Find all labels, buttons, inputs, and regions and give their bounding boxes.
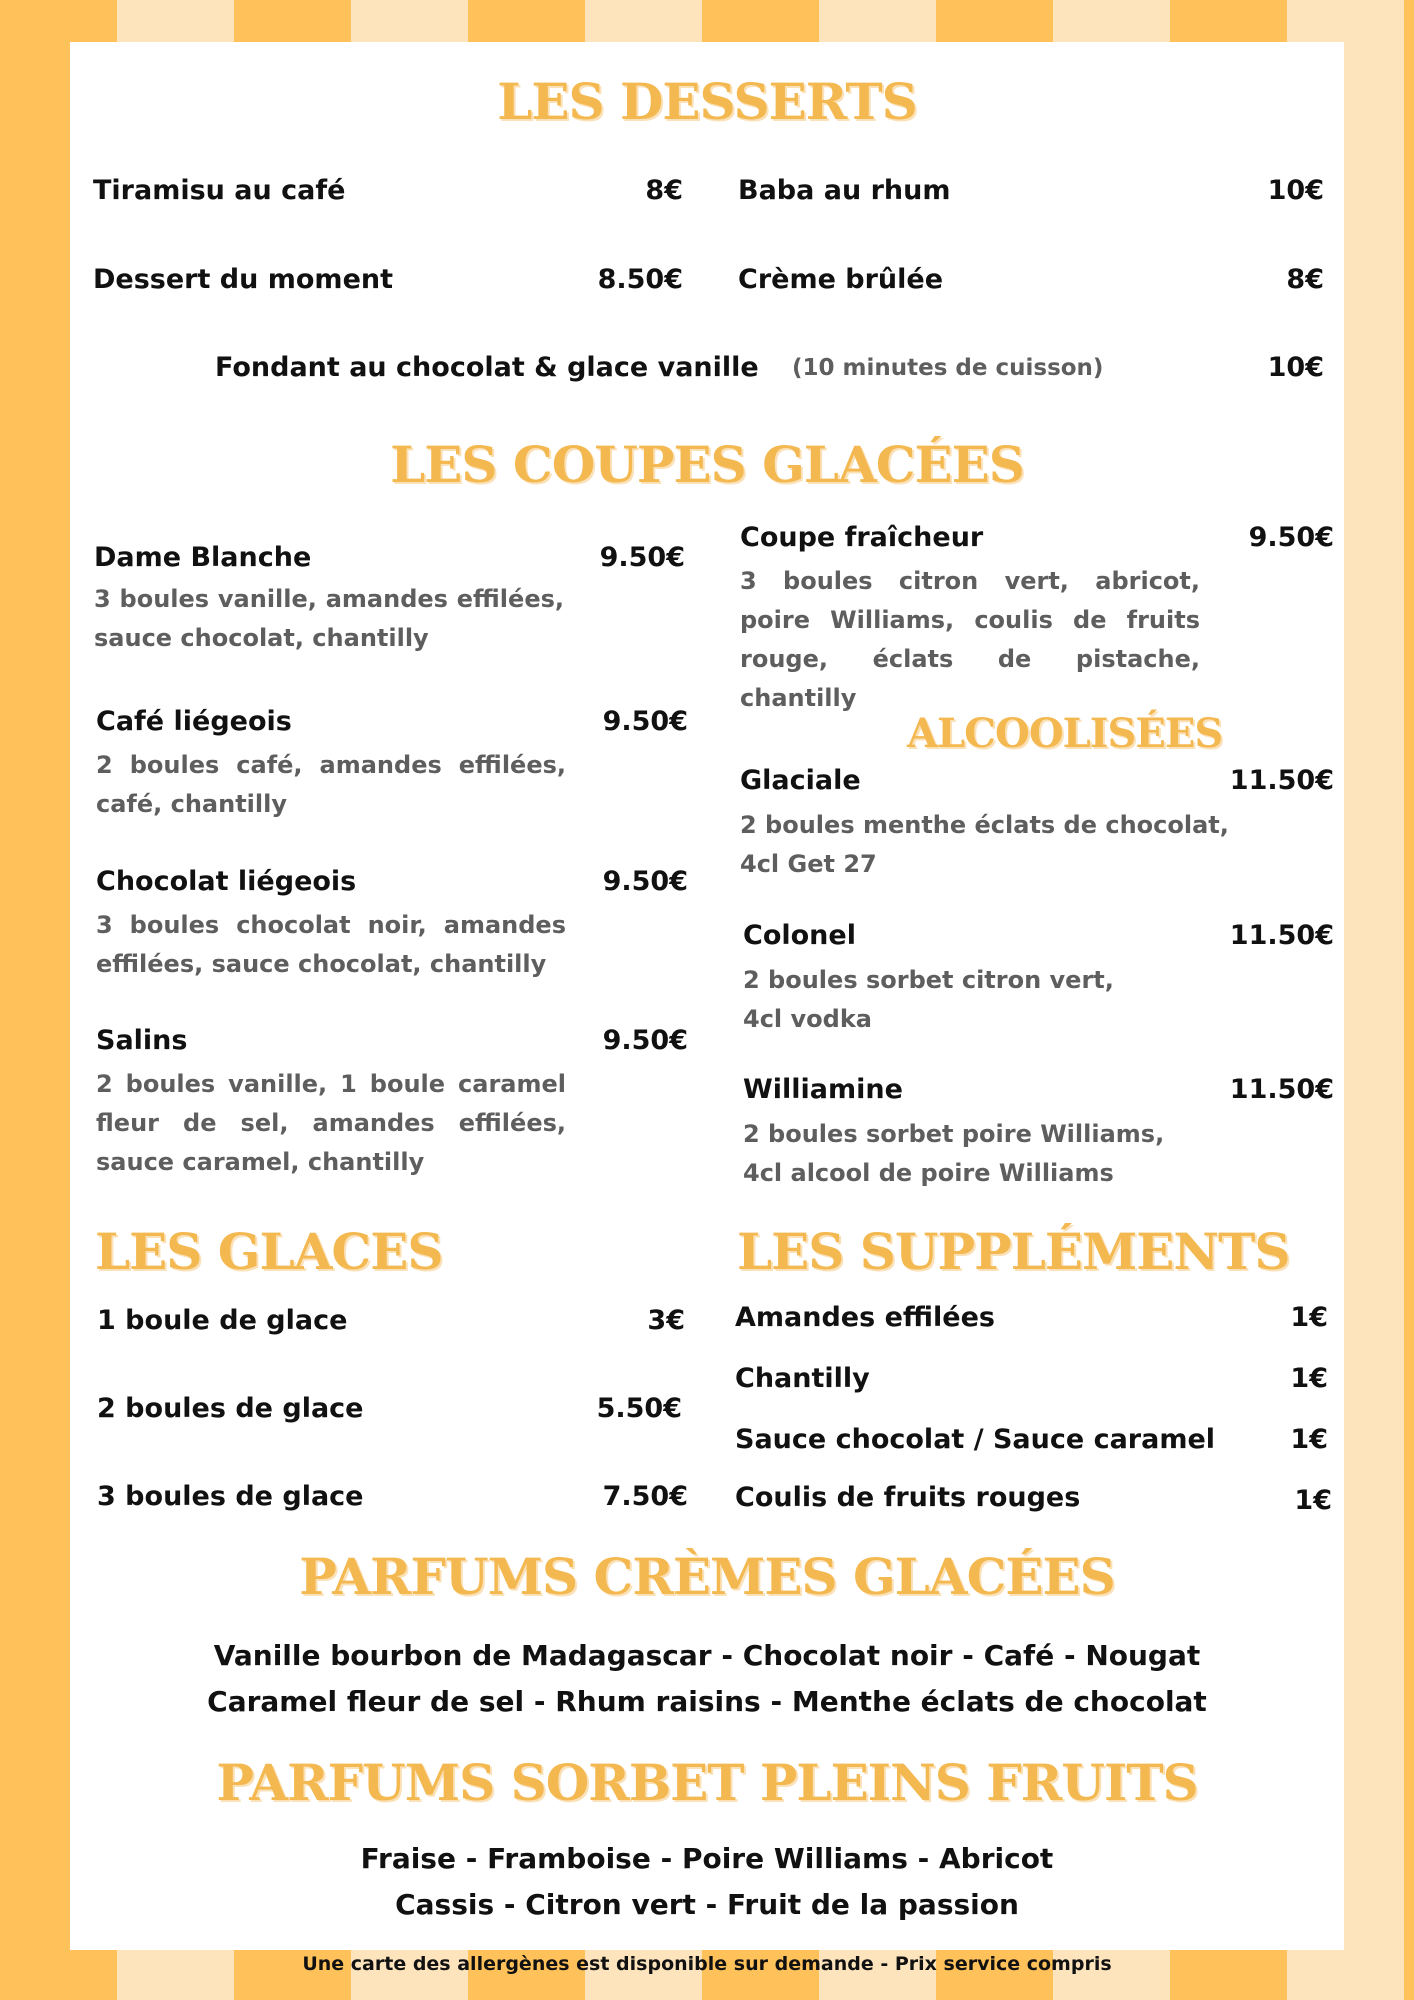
coupe-price: 9.50€ bbox=[599, 542, 685, 573]
dessert-price: 10€ bbox=[1267, 175, 1324, 206]
supplement-price: 1€ bbox=[1290, 1363, 1328, 1394]
supplements-title: LES SUPPLÉMENTS bbox=[737, 1222, 1290, 1281]
coupe-description: 2 boules café, amandes effilées, café, chantilly bbox=[96, 751, 566, 818]
glace-name: 2 boules de glace bbox=[97, 1393, 364, 1424]
footer-note: Une carte des allergènes est disponible sur demande - Prix service compris bbox=[302, 1953, 1112, 1975]
coupe-name: Dame Blanche bbox=[94, 542, 312, 573]
glace-price: 3€ bbox=[647, 1305, 685, 1336]
alcool-coupe-name: Colonel bbox=[743, 920, 856, 951]
glace-name: 3 boules de glace bbox=[97, 1481, 364, 1512]
sorbets-flavors-line: Fraise - Framboise - Poire Williams - Abricot bbox=[360, 1842, 1054, 1875]
coupe-description: 3 boules citron vert, abricot, poire Williams, coulis de fruits rouge, éclats de pistache, chantilly bbox=[740, 567, 1200, 712]
featured-dessert-price: 10€ bbox=[1267, 352, 1324, 383]
alcool-coupe-description: 2 boules menthe éclats de chocolat, 4cl Get 27 bbox=[740, 811, 1229, 878]
featured-dessert-name: Fondant au chocolat & glace vanille bbox=[215, 352, 759, 383]
coupe-name: Chocolat liégeois bbox=[96, 866, 357, 897]
sorbets-flavors-line: Cassis - Citron vert - Fruit de la passion bbox=[395, 1888, 1019, 1921]
supplement-name: Chantilly bbox=[735, 1363, 870, 1394]
supplement-price: 1€ bbox=[1294, 1485, 1332, 1516]
supplement-name: Coulis de fruits rouges bbox=[735, 1482, 1081, 1513]
coupe-name: Salins bbox=[96, 1025, 188, 1056]
alcool-subtitle: ALCOOLISÉES bbox=[907, 710, 1223, 757]
supplement-name: Amandes effilées bbox=[735, 1302, 995, 1333]
alcool-coupe-description: 4cl alcool de poire Williams bbox=[743, 1159, 1114, 1187]
dessert-price: 8€ bbox=[645, 175, 683, 206]
alcool-coupe-price: 11.50€ bbox=[1229, 765, 1334, 796]
featured-dessert-note: (10 minutes de cuisson) bbox=[792, 355, 1104, 381]
coupe-name: Café liégeois bbox=[96, 706, 292, 737]
dessert-name: Tiramisu au café bbox=[93, 175, 346, 206]
supplement-price: 1€ bbox=[1290, 1424, 1328, 1455]
coupe-description: 3 boules chocolat noir, amandes effilées, sauce chocolat, chantilly bbox=[96, 911, 566, 978]
dessert-price: 8€ bbox=[1286, 264, 1324, 295]
alcool-coupe-name: Glaciale bbox=[740, 765, 861, 796]
alcool-coupe-description: 2 boules sorbet poire Williams, bbox=[743, 1120, 1165, 1148]
supplement-price: 1€ bbox=[1290, 1302, 1328, 1333]
cremes-title: PARFUMS CRÈMES GLACÉES bbox=[299, 1547, 1115, 1606]
coupe-price: 9.50€ bbox=[602, 866, 688, 897]
alcool-coupe-price: 11.50€ bbox=[1229, 1074, 1334, 1105]
coupe-name: Coupe fraîcheur bbox=[740, 522, 984, 553]
dessert-name: Dessert du moment bbox=[93, 264, 394, 295]
sorbets-title: PARFUMS SORBET PLEINS FRUITS bbox=[216, 1753, 1198, 1812]
coupe-price: 9.50€ bbox=[602, 1025, 688, 1056]
dessert-name: Crème brûlée bbox=[738, 264, 944, 295]
coupe-description: 3 boules vanille, amandes effilées, sauce chocolat, chantilly bbox=[94, 585, 564, 652]
coupes-title: LES COUPES GLACÉES bbox=[390, 435, 1024, 494]
coupe-price: 9.50€ bbox=[602, 706, 688, 737]
alcool-coupe-price: 11.50€ bbox=[1229, 920, 1334, 951]
dessert-name: Baba au rhum bbox=[738, 175, 951, 206]
alcool-coupe-description: 4cl vodka bbox=[743, 1005, 872, 1033]
dessert-price: 8.50€ bbox=[597, 264, 683, 295]
coupe-price: 9.50€ bbox=[1248, 522, 1334, 553]
desserts-title: LES DESSERTS bbox=[497, 72, 917, 131]
cremes-flavors-line: Caramel fleur de sel - Rhum raisins - Menthe éclats de chocolat bbox=[207, 1685, 1207, 1718]
glace-price: 5.50€ bbox=[596, 1393, 682, 1424]
glace-name: 1 boule de glace bbox=[97, 1305, 348, 1336]
glaces-title: LES GLACES bbox=[95, 1222, 443, 1281]
glace-price: 7.50€ bbox=[602, 1481, 688, 1512]
coupe-description: 2 boules vanille, 1 boule caramel fleur de sel, amandes effilées, sauce caramel, chantilly bbox=[96, 1070, 566, 1176]
alcool-coupe-name: Williamine bbox=[743, 1074, 903, 1105]
alcool-coupe-description: 2 boules sorbet citron vert, bbox=[743, 966, 1114, 994]
supplement-name: Sauce chocolat / Sauce caramel bbox=[735, 1424, 1216, 1455]
cremes-flavors-line: Vanille bourbon de Madagascar - Chocolat noir - Café - Nougat bbox=[213, 1639, 1201, 1672]
